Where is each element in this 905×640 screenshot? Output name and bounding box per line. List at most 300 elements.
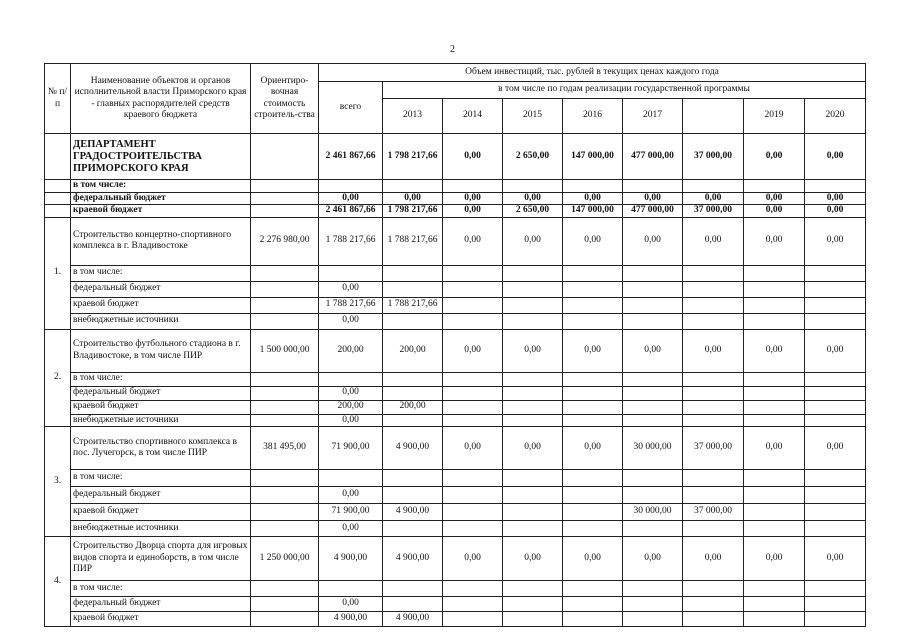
value-cell — [683, 414, 744, 427]
value-cell: 4 900,00 — [383, 427, 443, 470]
value-cell: 0,00 — [443, 217, 503, 265]
value-cell: 0,00 — [805, 217, 866, 265]
value-cell: 4 900,00 — [319, 612, 383, 627]
value-cell: 0,00 — [443, 329, 503, 372]
value-cell: 0,00 — [805, 329, 866, 372]
object-number: 4. — [45, 537, 71, 627]
value-cell: 0,00 — [319, 281, 383, 297]
value-cell — [443, 265, 503, 281]
value-cell — [443, 180, 503, 193]
value-cell: 0,00 — [744, 427, 805, 470]
value-cell: 30 000,00 — [623, 504, 683, 521]
value-cell — [623, 581, 683, 597]
value-cell: 4 900,00 — [383, 612, 443, 627]
value-cell: 0,00 — [383, 192, 443, 205]
value-cell — [383, 597, 443, 612]
value-cell: 0,00 — [744, 329, 805, 372]
value-cell — [805, 297, 866, 313]
value-cell: 0,00 — [319, 192, 383, 205]
row-label: федеральный бюджет — [71, 386, 251, 400]
row-label: федеральный бюджет — [71, 487, 251, 504]
table-row — [45, 217, 866, 265]
value-cell — [563, 372, 623, 386]
value-cell — [503, 581, 563, 597]
row-label: в том числе: — [71, 372, 251, 386]
value-cell: 0,00 — [443, 537, 503, 581]
value-cell — [503, 281, 563, 297]
value-cell: 0,00 — [683, 329, 744, 372]
value-cell — [563, 386, 623, 400]
value-cell: 0,00 — [744, 192, 805, 205]
object-cost: 1 250 000,00 — [251, 537, 319, 581]
value-cell — [383, 180, 443, 193]
table-row — [45, 281, 866, 297]
object-cost: 381 495,00 — [251, 427, 319, 470]
value-cell — [623, 521, 683, 537]
value-cell — [443, 372, 503, 386]
value-cell: 477 000,00 — [623, 134, 683, 180]
col-header-year: 2013 — [383, 99, 443, 134]
value-cell — [683, 265, 744, 281]
value-cell — [683, 386, 744, 400]
value-cell — [503, 504, 563, 521]
table-row — [45, 581, 866, 597]
value-cell — [623, 281, 683, 297]
table-row — [45, 537, 866, 581]
value-cell — [744, 414, 805, 427]
value-cell — [443, 581, 503, 597]
table-row — [45, 487, 866, 504]
object-name: Строительство концертно-спортивного комплекса в г. Владивостоке — [71, 217, 251, 265]
value-cell: 0,00 — [319, 597, 383, 612]
col-header-year — [683, 99, 744, 134]
cost-cell — [251, 470, 319, 487]
value-cell — [744, 386, 805, 400]
value-cell: 0,00 — [443, 205, 503, 218]
value-cell — [443, 281, 503, 297]
table-row — [45, 400, 866, 414]
value-cell — [683, 581, 744, 597]
col-header-year: 2016 — [563, 99, 623, 134]
value-cell — [744, 400, 805, 414]
table-row — [45, 414, 866, 427]
value-cell — [683, 470, 744, 487]
value-cell: 0,00 — [443, 192, 503, 205]
value-cell: 147 000,00 — [563, 205, 623, 218]
value-cell — [744, 313, 805, 329]
row-label: федеральный бюджет — [71, 597, 251, 612]
value-cell — [319, 372, 383, 386]
value-cell — [563, 487, 623, 504]
value-cell — [623, 612, 683, 627]
value-cell — [563, 581, 623, 597]
col-header-name: Наименование объектов и органов исполнительной власти Приморского края - главных распорядителей средств краевого бюджета — [71, 64, 251, 134]
col-header-year: 2015 — [503, 99, 563, 134]
cost-cell — [251, 612, 319, 627]
value-cell — [383, 281, 443, 297]
value-cell — [683, 372, 744, 386]
value-cell — [443, 597, 503, 612]
cost-cell — [251, 400, 319, 414]
col-header-year: 2020 — [805, 99, 866, 134]
col-header-num: № п/п — [45, 64, 71, 134]
value-cell — [563, 180, 623, 193]
value-cell — [683, 400, 744, 414]
table-row — [45, 386, 866, 400]
value-cell: 37 000,00 — [683, 205, 744, 218]
value-cell — [623, 180, 683, 193]
value-cell: 0,00 — [563, 537, 623, 581]
value-cell: 1 798 217,66 — [383, 205, 443, 218]
value-cell: 0,00 — [805, 134, 866, 180]
value-cell — [623, 470, 683, 487]
value-cell — [623, 487, 683, 504]
row-label: федеральный бюджет — [71, 281, 251, 297]
value-cell — [563, 313, 623, 329]
investment-table — [44, 63, 866, 627]
col-header-volume: Объем инвестиций, тыс. рублей в текущих ценах каждого года — [319, 64, 866, 82]
value-cell — [805, 487, 866, 504]
value-cell — [563, 265, 623, 281]
value-cell: 0,00 — [805, 537, 866, 581]
value-cell: 0,00 — [563, 192, 623, 205]
value-cell — [383, 487, 443, 504]
value-cell — [805, 400, 866, 414]
value-cell — [683, 281, 744, 297]
value-cell — [805, 313, 866, 329]
row-label: краевой бюджет — [71, 612, 251, 627]
table-row — [45, 372, 866, 386]
value-cell: 1 798 217,66 — [383, 134, 443, 180]
value-cell — [805, 597, 866, 612]
value-cell — [623, 265, 683, 281]
value-cell: 0,00 — [503, 192, 563, 205]
cost-cell — [251, 313, 319, 329]
value-cell: 0,00 — [503, 537, 563, 581]
value-cell — [319, 180, 383, 193]
table-row — [45, 180, 866, 193]
value-cell — [623, 414, 683, 427]
value-cell: 0,00 — [443, 134, 503, 180]
cost-cell — [251, 180, 319, 193]
table-row — [45, 470, 866, 487]
value-cell — [503, 470, 563, 487]
table-row — [45, 427, 866, 470]
value-cell — [744, 487, 805, 504]
row-label: краевой бюджет — [71, 205, 251, 218]
value-cell — [805, 581, 866, 597]
value-cell — [443, 504, 503, 521]
value-cell: 4 900,00 — [319, 537, 383, 581]
page-number: 2 — [450, 44, 455, 55]
value-cell — [383, 313, 443, 329]
department-name: ДЕПАРТАМЕНТ ГРАДОСТРОИТЕЛЬСТВА ПРИМОРСКОГО КРАЯ — [71, 134, 251, 180]
cost-cell — [251, 487, 319, 504]
value-cell — [805, 180, 866, 193]
value-cell: 477 000,00 — [623, 205, 683, 218]
value-cell — [503, 521, 563, 537]
value-cell — [503, 372, 563, 386]
value-cell — [503, 297, 563, 313]
value-cell: 1 788 217,66 — [319, 297, 383, 313]
value-cell: 0,00 — [503, 329, 563, 372]
value-cell — [383, 414, 443, 427]
value-cell — [503, 414, 563, 427]
value-cell — [744, 265, 805, 281]
cost-cell — [251, 597, 319, 612]
value-cell — [443, 400, 503, 414]
row-label: краевой бюджет — [71, 400, 251, 414]
value-cell — [383, 470, 443, 487]
value-cell: 1 788 217,66 — [383, 297, 443, 313]
value-cell — [744, 372, 805, 386]
table-body — [45, 64, 866, 627]
num-cell — [45, 134, 71, 180]
value-cell: 37 000,00 — [683, 134, 744, 180]
value-cell: 0,00 — [319, 414, 383, 427]
cost-cell — [251, 297, 319, 313]
value-cell — [563, 297, 623, 313]
value-cell — [443, 313, 503, 329]
value-cell — [503, 597, 563, 612]
table-row — [45, 504, 866, 521]
cost-cell — [251, 134, 319, 180]
value-cell — [805, 470, 866, 487]
object-name: Строительство спортивного комплекса в пос. Лучегорск, в том числе ПИР — [71, 427, 251, 470]
value-cell — [805, 612, 866, 627]
value-cell — [683, 180, 744, 193]
value-cell — [744, 521, 805, 537]
value-cell: 0,00 — [563, 329, 623, 372]
value-cell: 0,00 — [319, 386, 383, 400]
row-label: в том числе: — [71, 470, 251, 487]
value-cell — [563, 470, 623, 487]
value-cell — [744, 597, 805, 612]
value-cell: 0,00 — [683, 217, 744, 265]
object-number: 2. — [45, 329, 71, 427]
value-cell: 0,00 — [623, 537, 683, 581]
table-row — [45, 329, 866, 372]
row-label: федеральный бюджет — [71, 192, 251, 205]
value-cell — [805, 414, 866, 427]
value-cell — [623, 597, 683, 612]
value-cell: 0,00 — [623, 329, 683, 372]
value-cell — [443, 297, 503, 313]
value-cell — [563, 597, 623, 612]
value-cell — [383, 521, 443, 537]
col-header-cost: Ориентиро-вочная стоимость строитель-ства — [251, 64, 319, 134]
value-cell: 1 788 217,66 — [383, 217, 443, 265]
value-cell: 2 650,00 — [503, 134, 563, 180]
value-cell: 0,00 — [683, 537, 744, 581]
value-cell: 0,00 — [683, 192, 744, 205]
cost-cell — [251, 372, 319, 386]
value-cell: 2 650,00 — [503, 205, 563, 218]
object-name: Строительство Дворца спорта для игровых видов спорта и единоборств, в том числе ПИР — [71, 537, 251, 581]
table-row — [45, 205, 866, 218]
row-label: внебюджетные источники — [71, 414, 251, 427]
value-cell: 1 788 217,66 — [319, 217, 383, 265]
value-cell — [563, 504, 623, 521]
value-cell — [503, 313, 563, 329]
value-cell: 0,00 — [805, 427, 866, 470]
col-header-total: всего — [319, 82, 383, 134]
row-label: внебюджетные источники — [71, 521, 251, 537]
value-cell — [805, 386, 866, 400]
value-cell — [744, 297, 805, 313]
table-row — [45, 134, 866, 180]
col-header-year: 2017 — [623, 99, 683, 134]
value-cell: 4 900,00 — [383, 537, 443, 581]
value-cell — [744, 281, 805, 297]
value-cell: 0,00 — [744, 537, 805, 581]
value-cell — [805, 504, 866, 521]
value-cell: 0,00 — [503, 217, 563, 265]
header-row — [45, 64, 866, 82]
value-cell: 0,00 — [623, 192, 683, 205]
value-cell — [623, 313, 683, 329]
value-cell: 0,00 — [319, 313, 383, 329]
value-cell — [805, 521, 866, 537]
value-cell — [383, 372, 443, 386]
value-cell — [383, 386, 443, 400]
value-cell — [805, 281, 866, 297]
value-cell — [443, 521, 503, 537]
value-cell — [503, 180, 563, 193]
value-cell — [623, 400, 683, 414]
value-cell: 0,00 — [443, 427, 503, 470]
row-label: в том числе: — [71, 180, 251, 193]
value-cell — [744, 470, 805, 487]
cost-cell — [251, 281, 319, 297]
value-cell — [503, 487, 563, 504]
value-cell: 0,00 — [744, 134, 805, 180]
value-cell — [503, 265, 563, 281]
table-row — [45, 313, 866, 329]
value-cell: 0,00 — [744, 205, 805, 218]
cost-cell — [251, 581, 319, 597]
value-cell: 0,00 — [503, 427, 563, 470]
value-cell — [683, 487, 744, 504]
value-cell — [563, 521, 623, 537]
table-row — [45, 192, 866, 205]
value-cell — [383, 265, 443, 281]
table-row — [45, 297, 866, 313]
table-row — [45, 521, 866, 537]
table-row — [45, 612, 866, 627]
cost-cell — [251, 386, 319, 400]
value-cell: 0,00 — [563, 427, 623, 470]
cost-cell — [251, 205, 319, 218]
row-label: краевой бюджет — [71, 297, 251, 313]
value-cell — [805, 372, 866, 386]
object-cost: 1 500 000,00 — [251, 329, 319, 372]
value-cell: 200,00 — [383, 400, 443, 414]
object-name: Строительство футбольного стадиона в г. Владивостоке, в том числе ПИР — [71, 329, 251, 372]
value-cell — [563, 400, 623, 414]
value-cell — [623, 372, 683, 386]
value-cell — [383, 581, 443, 597]
value-cell — [744, 612, 805, 627]
value-cell — [623, 386, 683, 400]
value-cell: 2 461 867,66 — [319, 205, 383, 218]
value-cell — [503, 612, 563, 627]
cost-cell — [251, 414, 319, 427]
value-cell: 71 900,00 — [319, 427, 383, 470]
value-cell — [563, 414, 623, 427]
cost-cell — [251, 192, 319, 205]
value-cell: 37 000,00 — [683, 504, 744, 521]
value-cell — [683, 297, 744, 313]
value-cell — [744, 504, 805, 521]
value-cell: 37 000,00 — [683, 427, 744, 470]
value-cell: 0,00 — [744, 217, 805, 265]
value-cell: 71 900,00 — [319, 504, 383, 521]
value-cell — [319, 470, 383, 487]
value-cell: 147 000,00 — [563, 134, 623, 180]
value-cell: 0,00 — [319, 487, 383, 504]
value-cell — [623, 297, 683, 313]
value-cell — [503, 386, 563, 400]
row-label: внебюджетные источники — [71, 313, 251, 329]
row-label: в том числе: — [71, 265, 251, 281]
value-cell — [443, 487, 503, 504]
row-label: краевой бюджет — [71, 504, 251, 521]
value-cell — [443, 612, 503, 627]
col-header-year: 2014 — [443, 99, 503, 134]
object-number: 1. — [45, 217, 71, 329]
cost-cell — [251, 504, 319, 521]
value-cell — [683, 597, 744, 612]
value-cell — [443, 470, 503, 487]
value-cell — [503, 400, 563, 414]
table-row — [45, 597, 866, 612]
value-cell: 0,00 — [563, 217, 623, 265]
value-cell — [563, 612, 623, 627]
row-label: в том числе: — [71, 581, 251, 597]
num-cell — [45, 205, 71, 218]
num-cell — [45, 180, 71, 193]
value-cell — [563, 281, 623, 297]
value-cell: 2 461 867,66 — [319, 134, 383, 180]
value-cell: 200,00 — [319, 329, 383, 372]
object-cost: 2 276 980,00 — [251, 217, 319, 265]
value-cell — [443, 414, 503, 427]
value-cell — [683, 313, 744, 329]
cost-cell — [251, 521, 319, 537]
value-cell — [744, 581, 805, 597]
value-cell: 0,00 — [623, 217, 683, 265]
value-cell: 0,00 — [805, 205, 866, 218]
value-cell — [805, 265, 866, 281]
value-cell: 0,00 — [319, 521, 383, 537]
col-header-year: 2019 — [744, 99, 805, 134]
value-cell: 0,00 — [805, 192, 866, 205]
value-cell — [744, 180, 805, 193]
col-header-by-years: в том числе по годам реализации государственной программы — [383, 82, 866, 99]
value-cell — [319, 265, 383, 281]
table-row — [45, 265, 866, 281]
value-cell: 4 900,00 — [383, 504, 443, 521]
value-cell: 200,00 — [383, 329, 443, 372]
num-cell — [45, 192, 71, 205]
value-cell: 30 000,00 — [623, 427, 683, 470]
value-cell — [683, 521, 744, 537]
cost-cell — [251, 265, 319, 281]
object-number: 3. — [45, 427, 71, 537]
value-cell — [443, 386, 503, 400]
value-cell — [683, 612, 744, 627]
